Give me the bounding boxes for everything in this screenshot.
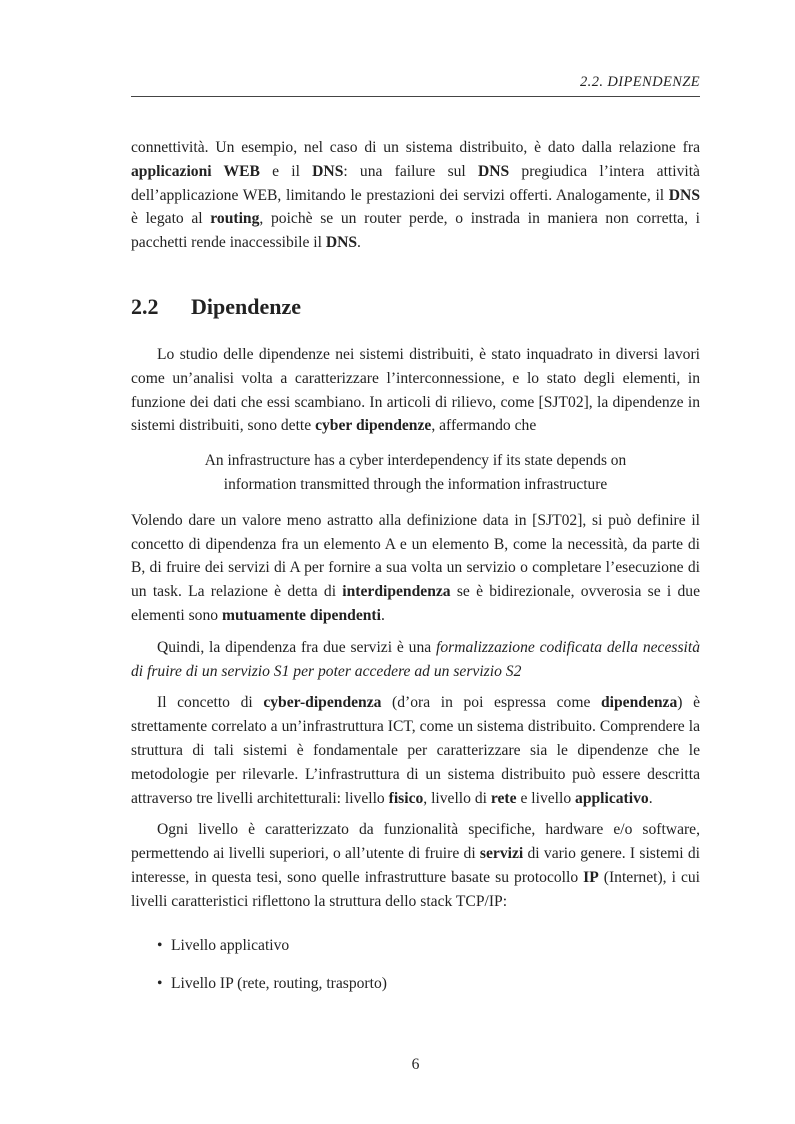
page-number: 6 bbox=[411, 1056, 420, 1073]
bullet-icon: • bbox=[157, 936, 163, 954]
section-title: Dipendenze bbox=[191, 293, 301, 319]
list-item: • Livello IP (rete, routing, trasporto) bbox=[157, 972, 700, 996]
list-item: • Livello applicativo bbox=[157, 934, 700, 958]
quote-line-1: An infrastructure has a cyber interdependency if its state depends on bbox=[204, 452, 627, 470]
bullet-icon: • bbox=[157, 975, 163, 993]
section-heading bbox=[131, 293, 700, 321]
paragraph-3: Quindi, la dipendenza fra due servizi è una formalizzazione codificata della necessità di fruire di un servizio S1 per poter accedere ad un servizio S2 bbox=[131, 638, 701, 680]
intro-paragraph: connettività. Un esempio, nel caso di un sistema distribuito, è dato dalla relazione fra applicazioni WEB e il DNS: una failure sul DNS pregiudica l’intera attività dell’applicazione WEB, limitando le prestazioni dei servizi offerti. Analogamente, il DNS è legato al routing, poichè se un router perde, o instrada in maniera non corretta, i pacchetti rende inaccessibile il DNS. bbox=[131, 139, 700, 252]
quote-line-2: information transmitted through the information infrastructure bbox=[223, 475, 608, 493]
paragraph-1: Lo studio delle dipendenze nei sistemi distribuiti, è stato inquadrato in diversi lavori come un’analisi volta a caratterizzare l’interconnessione, e lo stato degli elementi, in funzione dei dati che essi scambiano. In articoli di rilievo, come [SJT02], la dipendenze in sistemi distribuiti, sono dette cyber dipendenze, affermando che bbox=[131, 345, 700, 435]
page-body bbox=[131, 136, 700, 1011]
block-quote bbox=[170, 449, 661, 497]
bullet-list bbox=[131, 934, 700, 997]
header-rule bbox=[131, 96, 700, 97]
paragraph-4: Il concetto di cyber-dipendenza (d’ora in poi espressa come dipendenza) è strettamente correlato a un’infrastruttura ICT, come un sistema distribuito. Comprendere la struttura di tali sistemi è fondamentale per caratterizzare sia le dipendenze che le metodologie per rilevarle. L’infrastruttura di un sistema distribuito può essere descritta attraverso tre livelli architetturali: livello fisico, livello di rete e livello applicativo. bbox=[131, 694, 700, 807]
running-header: 2.2. DIPENDENZE bbox=[580, 74, 700, 90]
paragraph-2: Volendo dare un valore meno astratto alla definizione data in [SJT02], si può definire il concetto di dipendenza fra un elemento A e un elemento B, come la necessità, da parte di B, di fruire dei servizi di A per fornire a sua volta un servizio o completare l’esecuzione di un task. La relazione è detta di interdipendenza se è bidirezionale, ovverosia se i due elementi sono mutuamente dipendenti. bbox=[131, 511, 700, 624]
paragraph-5: Ogni livello è caratterizzato da funzionalità specifiche, hardware e/o software, permettendo ai livelli superiori, o all’utente di fruire di servizi di vario genere. I sistemi di interesse, in questa tesi, sono quelle infrastrutture basate su protocollo IP (Internet), i cui livelli caratteristici riflettono la struttura dello stack TCP/IP: bbox=[131, 821, 700, 910]
section-number: 2.2 bbox=[131, 293, 159, 319]
